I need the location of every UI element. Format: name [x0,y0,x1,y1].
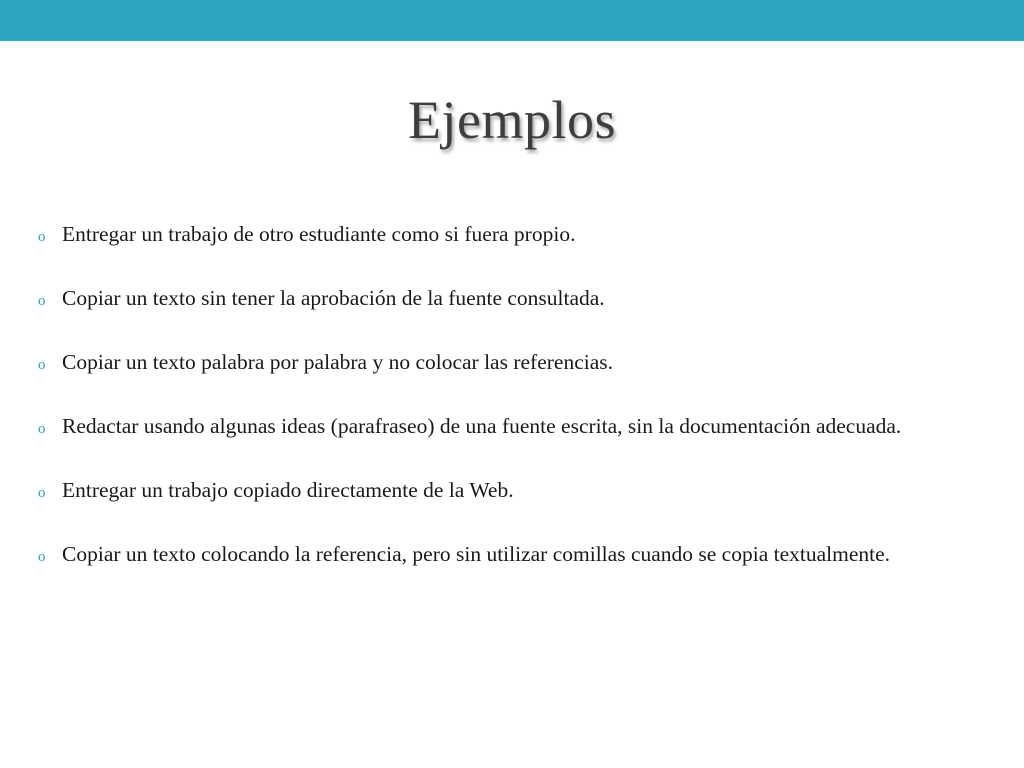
list-item-text: Entregar un trabajo copiado directamente de la Web. [62,478,514,502]
list-item-text: Copiar un texto palabra por palabra y no colocar las referencias. [62,350,613,374]
list-item [38,204,988,268]
list-item [38,460,988,524]
bullet-list [38,204,988,588]
list-item-text: Copiar un texto sin tener la aprobación de la fuente consultada. [62,286,605,310]
bullet-icon: o [38,421,46,437]
list-item [38,268,988,332]
list-item-text: Redactar usando algunas ideas (parafraseo) de una fuente escrita, sin la documentación adecuada. [62,414,902,438]
list-item [38,332,988,396]
list-item-text: Entregar un trabajo de otro estudiante como si fuera propio. [62,222,576,246]
bullet-icon: o [38,229,46,245]
bullet-icon: o [38,357,46,373]
bullet-icon: o [38,293,46,309]
slide-title: Ejemplos [408,90,616,150]
list-item [38,524,988,588]
bullet-icon: o [38,549,46,565]
header-accent-bar [0,0,1024,41]
bullet-icon: o [38,485,46,501]
list-item-text: Copiar un texto colocando la referencia, pero sin utilizar comillas cuando se copia textualmente. [62,542,891,566]
list-item [38,396,988,460]
